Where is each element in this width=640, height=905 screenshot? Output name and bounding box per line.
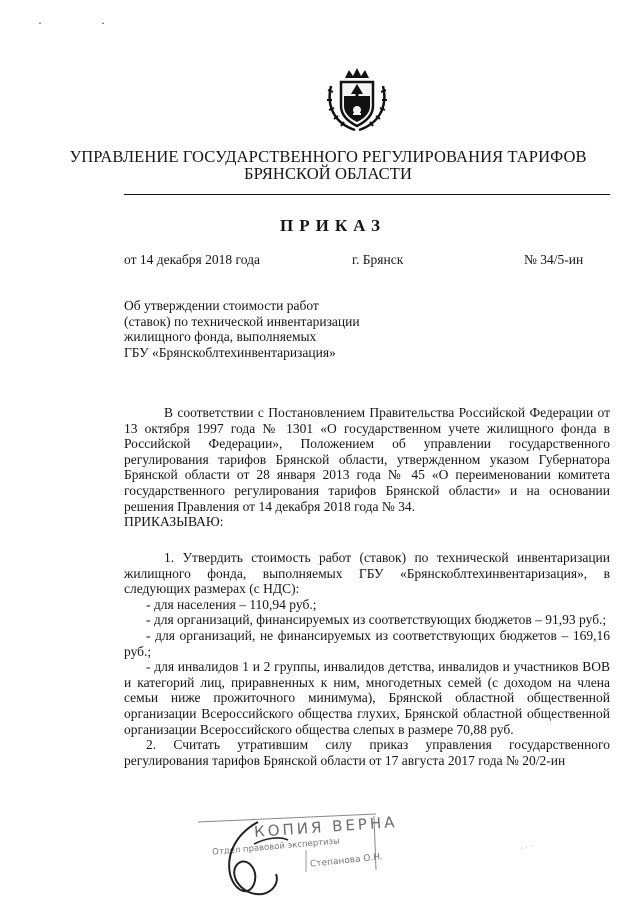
- coat-of-arms-icon: [325, 66, 389, 134]
- subject-line: жилищного фонда, выполняемых: [124, 329, 317, 344]
- rate-unfunded-organizations: - для организаций, не финансируемых из соответствующих бюджетов – 169,16 руб.;: [124, 627, 610, 659]
- preamble-block: [124, 405, 610, 530]
- subject-line: ГБУ «Брянскоблтехинвентаризация»: [124, 344, 336, 360]
- document-city: г. Брянск: [352, 252, 404, 267]
- organization-name: УПРАВЛЕНИЕ ГОСУДАРСТВЕННОГО РЕГУЛИРОВАНИЯ ТАРИФОВ: [69, 147, 587, 166]
- order-word: ПРИКАЗЫВАЮ:: [124, 514, 224, 530]
- stamp-official-name: Степанова О.Н.: [309, 852, 384, 870]
- subject-line: Об утверждении стоимости работ: [124, 298, 319, 313]
- stamp-department: Отдел правовой экспертизы: [211, 836, 341, 858]
- item-1: 1. Утвердить стоимость работ (ставок) по технической инвентаризации жилищного фонда, выполняемых ГБУ «Брянскоблтехинвентаризация», в следующих размерах (с НДС):: [124, 550, 610, 597]
- document-number: № 34/5-ин: [524, 252, 584, 267]
- organization-region: БРЯНСКОЙ ОБЛАСТИ: [244, 164, 412, 183]
- rate-funded-organizations: - для организаций, финансируемых из соответствующих бюджетов – 91,93 руб.;: [146, 612, 607, 628]
- preamble-text: В соответствии с Постановлением Правительства Российской Федерации от 13 октября 1997 года № 1301 «О государственном учете жилищного фонда в Российской Федерации», Положением об управлении государственного регулирования тарифов Брянской области, утвержденном указом Губернатора Брянской области от 28 января 2013 года № 45 «О переименовании комитета государственного регулирования тарифов Брянской области» и на основании решения Правления от 14 декабря 2018 года № 34.: [124, 405, 610, 514]
- document-subject: [124, 298, 360, 360]
- document-date: от 14 декабря 2018 года: [124, 252, 260, 267]
- rate-population: - для населения – 110,94 руб.;: [146, 596, 317, 612]
- item-2: 2. Считать утратившим силу приказ управления государственного регулирования тарифов Брянской области от 17 августа 2017 года № 20/2-ин: [124, 737, 610, 768]
- document-title: ПРИКАЗ: [280, 216, 386, 235]
- header-divider: [124, 194, 610, 195]
- handwritten-signature: [196, 814, 376, 904]
- bleed-through-marks: · · ·: [519, 840, 535, 854]
- stamp-copy-verified: КОПИЯ ВЕРНА: [253, 813, 398, 841]
- subject-line: (ставок) по технической инвентаризации: [124, 313, 360, 329]
- order-items: [124, 550, 610, 768]
- scan-specks: · ·: [38, 16, 133, 30]
- rate-disabled-categories: - для инвалидов 1 и 2 группы, инвалидов детства, инвалидов и участников ВОВ и категорий лиц, приравненных к ним, многодетных семей (с доходом на члена семьи ниже прожиточного минимума), Брянской областной общественной организации Всероссийского общества глухих, Брянской областной общественной организации Всероссийского общества слепых в размере 70,88 руб.: [124, 659, 610, 737]
